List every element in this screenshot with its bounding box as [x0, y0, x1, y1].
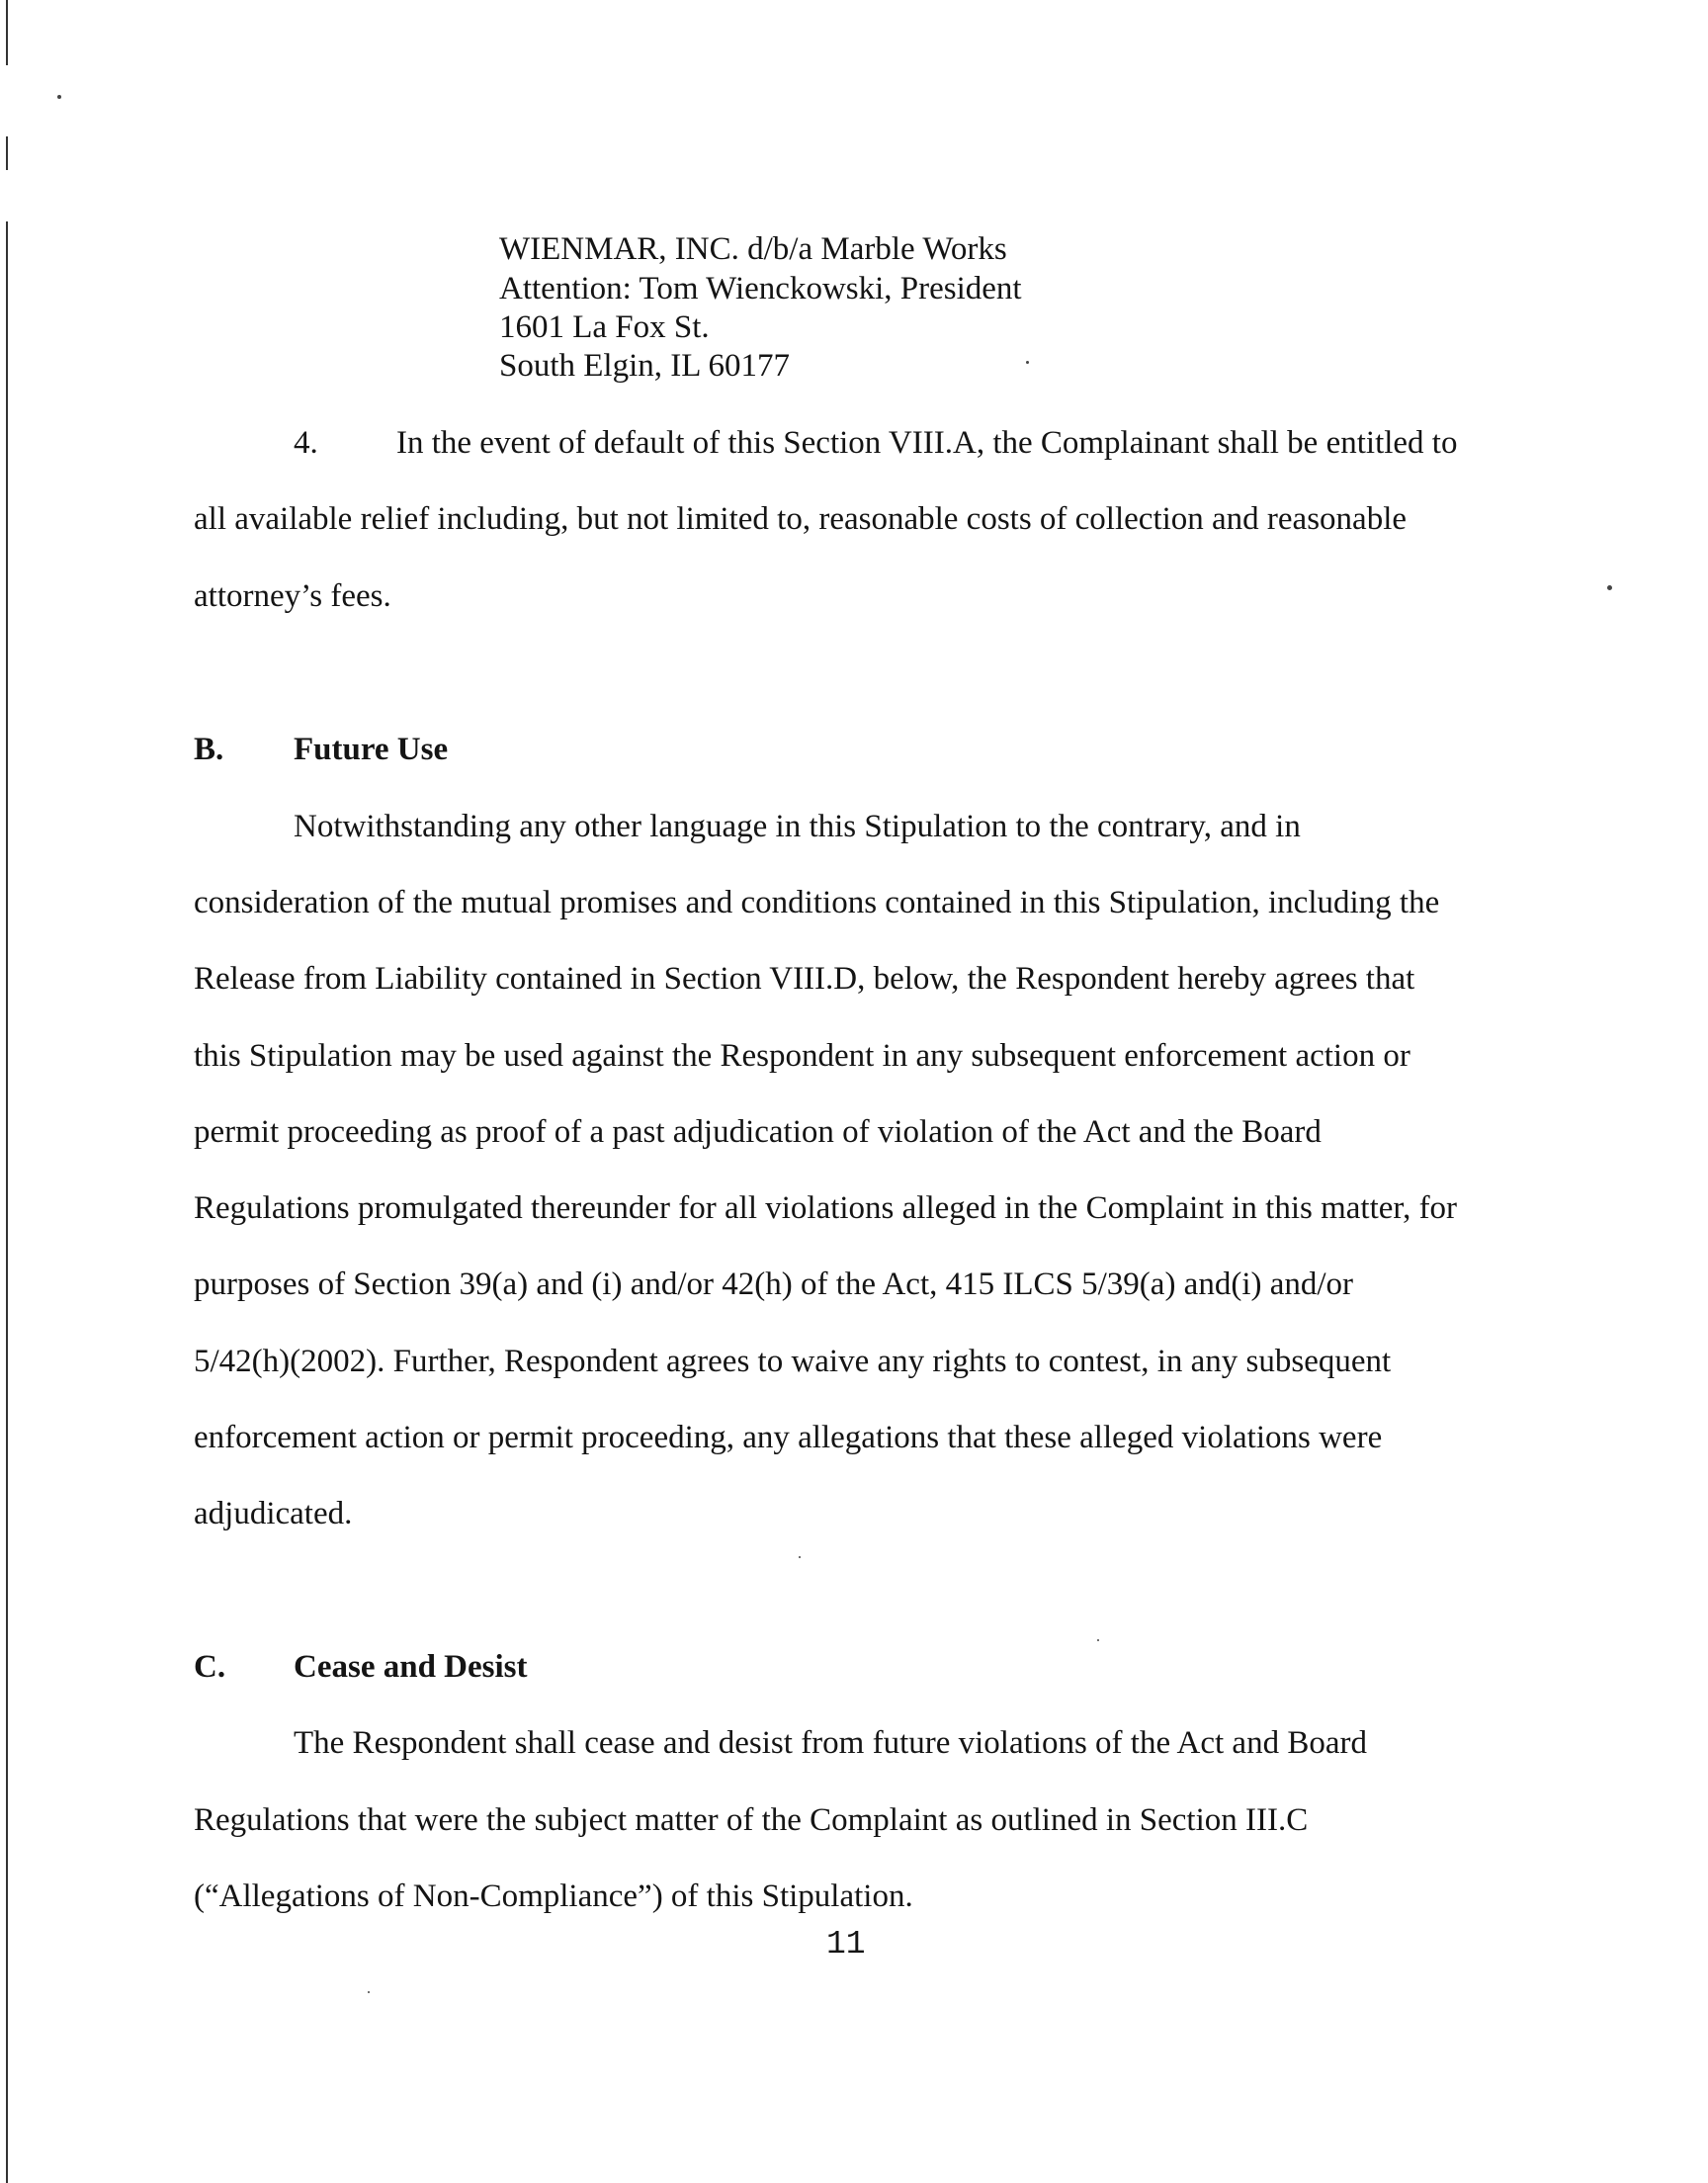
section-b-line-3: Release from Liability contained in Section VIII.D, below, the Respondent hereby agrees that	[194, 961, 1415, 997]
section-c-line-3: (“Allegations of Non-Compliance”) of this Stipulation.	[194, 1878, 913, 1914]
section-c-title: Cease and Desist	[294, 1649, 528, 1685]
page-number: 11	[826, 1926, 866, 1963]
section-c-letter: C.	[194, 1649, 226, 1685]
section-b-title: Future Use	[294, 732, 449, 767]
section-b-line-6: Regulations promulgated thereunder for all violations alleged in the Complaint in this matter, for	[194, 1190, 1458, 1226]
section-c-line-1: The Respondent shall cease and desist from future violations of the Act and Board	[294, 1725, 1367, 1761]
scan-speck	[799, 1556, 801, 1558]
paragraph-4-line-2: all available relief including, but not limited to, reasonable costs of collection and reasonable	[194, 501, 1408, 537]
scan-edge-mark	[6, 0, 8, 65]
address-line-2: Attention: Tom Wienckowski, President	[499, 271, 1022, 306]
section-b-line-9: enforcement action or permit proceeding, any allegations that these alleged violations were	[194, 1420, 1383, 1455]
scan-edge-mark	[6, 136, 8, 170]
section-b-line-2: consideration of the mutual promises and conditions contained in this Stipulation, including the	[194, 885, 1440, 920]
section-b-line-1: Notwithstanding any other language in this Stipulation to the contrary, and in	[294, 809, 1301, 844]
address-line-1: WIENMAR, INC. d/b/a Marble Works	[499, 231, 1007, 267]
section-b-line-7: purposes of Section 39(a) and (i) and/or 42(h) of the Act, 415 ILCS 5/39(a) and(i) and/or	[194, 1266, 1354, 1302]
paragraph-4-line-3: attorney’s fees.	[194, 578, 391, 614]
section-b-line-5: permit proceeding as proof of a past adjudication of violation of the Act and the Board	[194, 1114, 1322, 1150]
section-b-line-10: adjudicated.	[194, 1496, 353, 1531]
scan-speck	[1607, 585, 1612, 590]
section-c-line-2: Regulations that were the subject matter of the Complaint as outlined in Section III.C	[194, 1802, 1309, 1838]
scan-speck	[368, 1991, 370, 1993]
section-b-line-4: this Stipulation may be used against the Respondent in any subsequent enforcement action or	[194, 1038, 1410, 1074]
scan-edge-mark	[6, 221, 8, 2183]
scan-speck	[1026, 361, 1029, 364]
address-line-4: South Elgin, IL 60177	[499, 348, 790, 384]
paragraph-number: 4.	[294, 425, 318, 461]
section-b-letter: B.	[194, 732, 224, 767]
section-b-line-8: 5/42(h)(2002). Further, Respondent agrees to waive any rights to contest, in any subsequent	[194, 1344, 1392, 1379]
scan-speck	[1097, 1639, 1099, 1641]
scan-speck	[57, 95, 61, 99]
paragraph-4-line-1: In the event of default of this Section VIII.A, the Complainant shall be entitled to	[396, 425, 1458, 461]
address-line-3: 1601 La Fox St.	[499, 309, 710, 345]
